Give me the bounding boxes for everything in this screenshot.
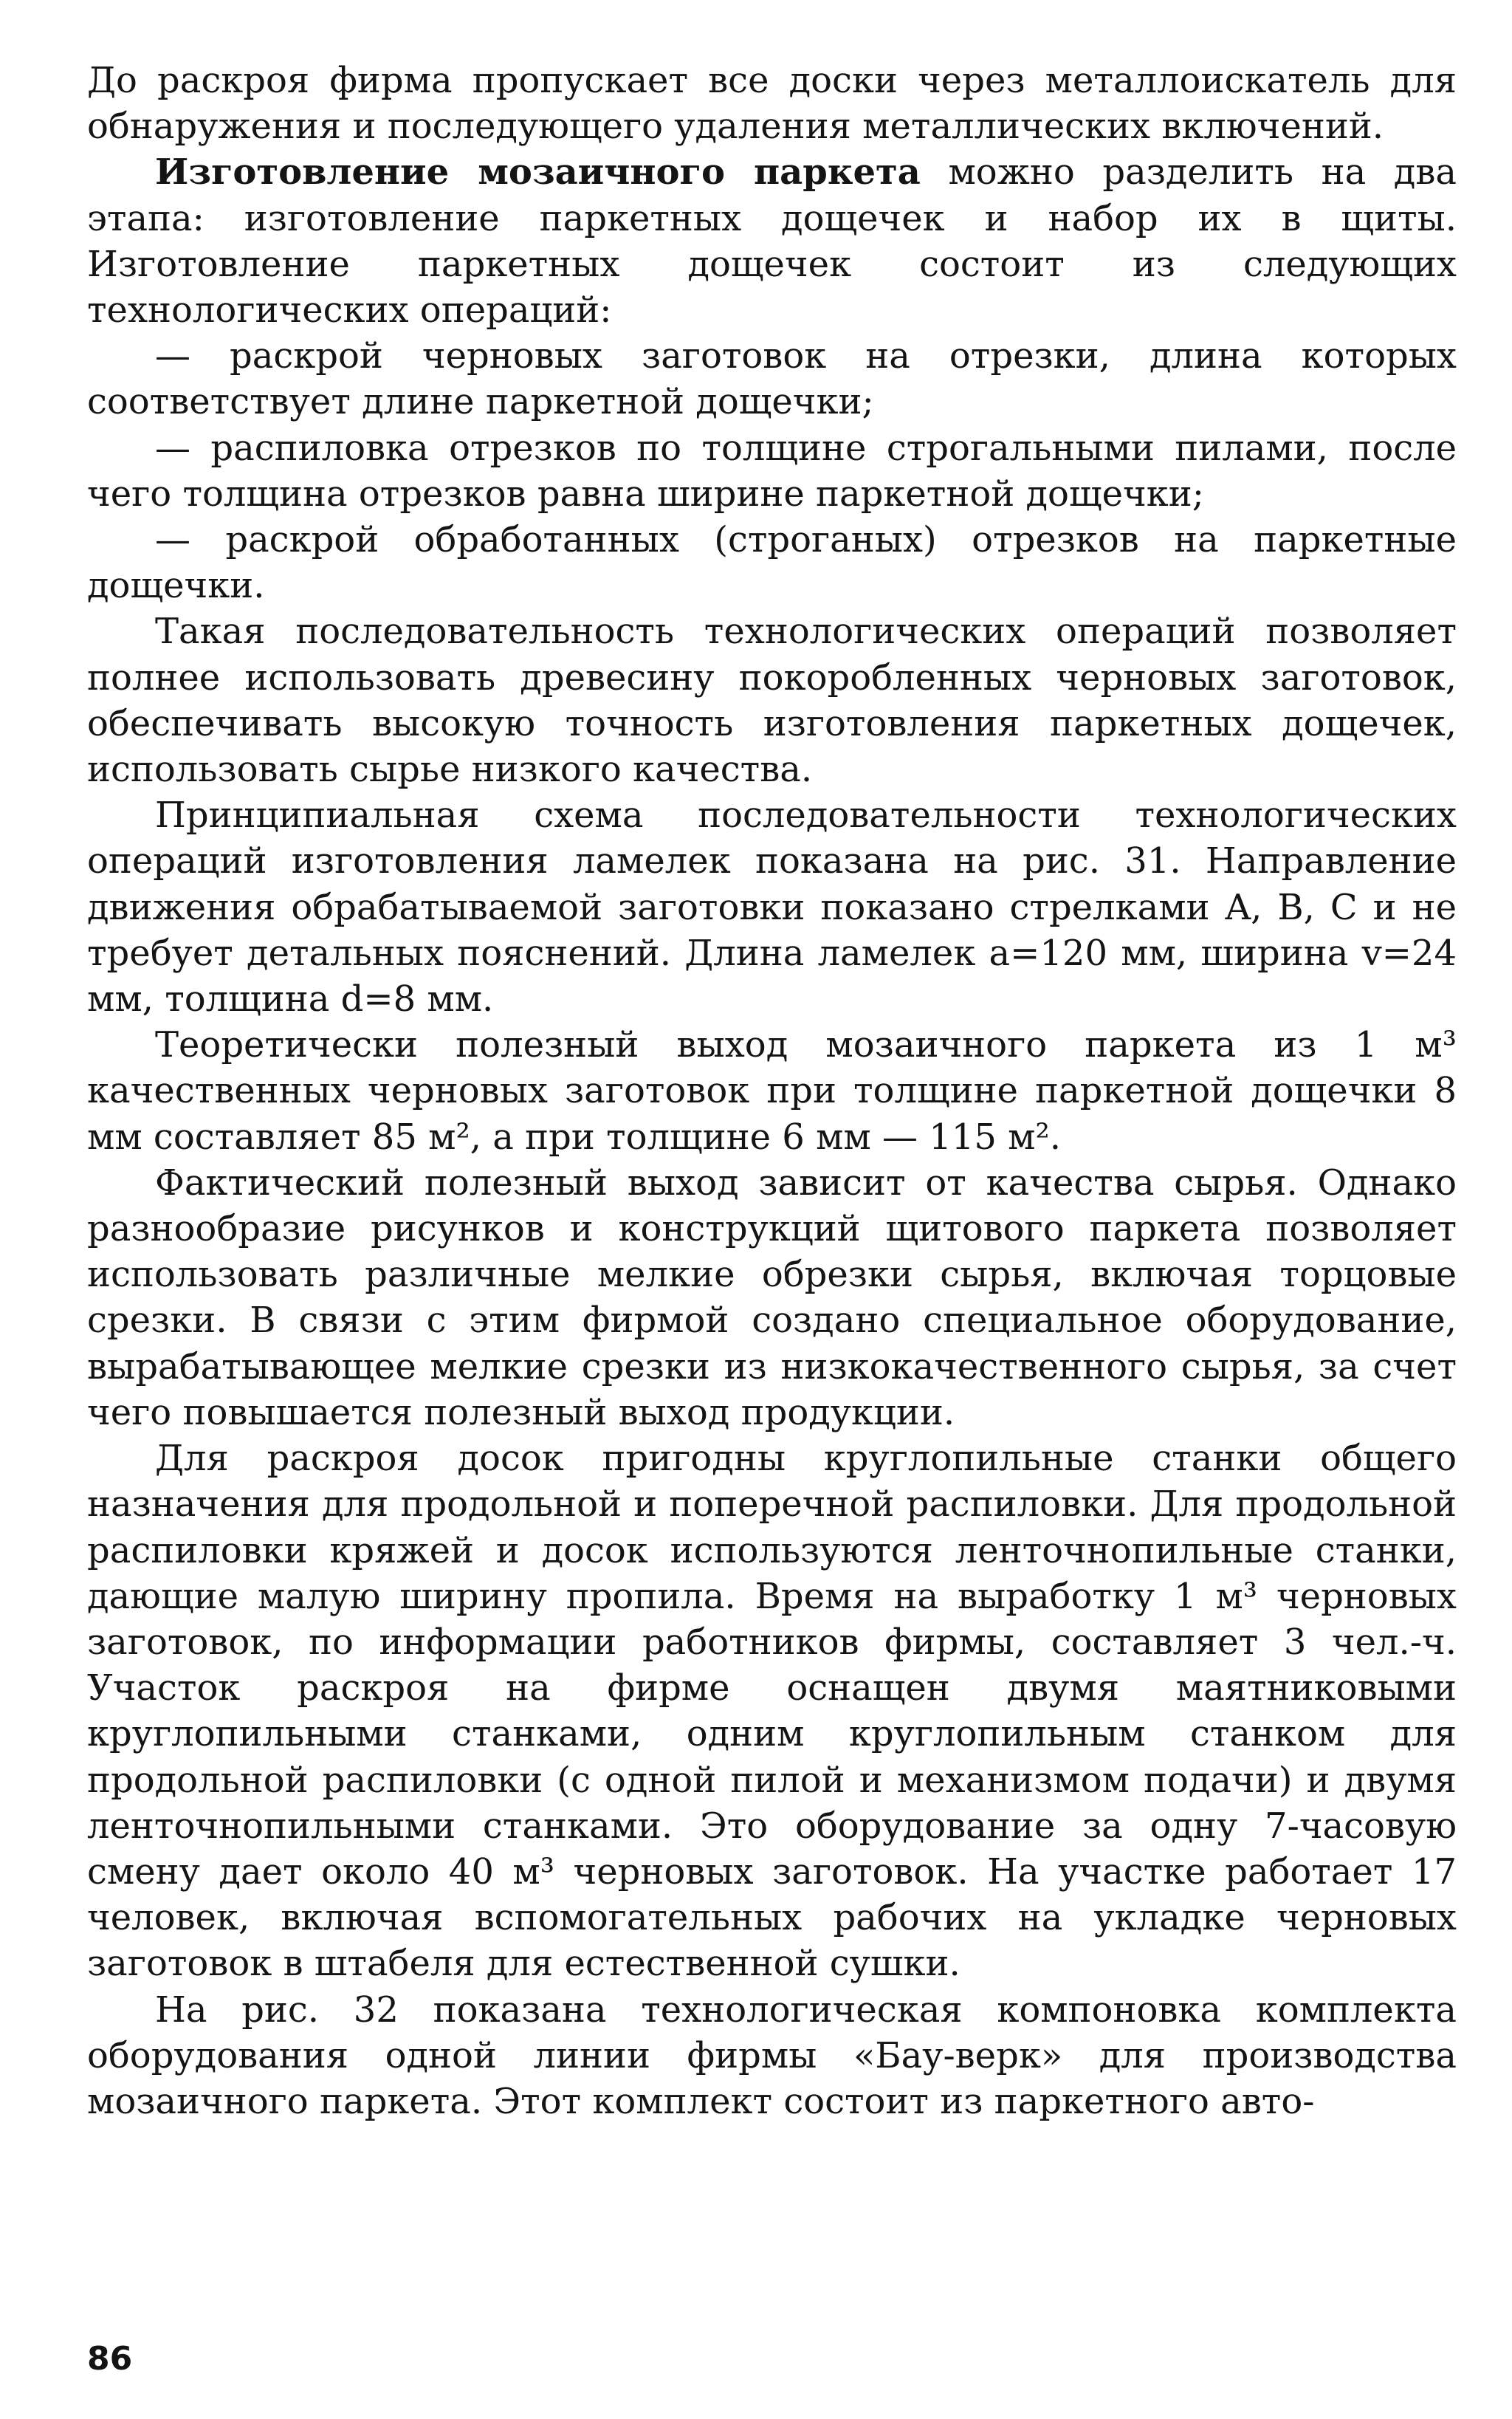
paragraph (87, 1160, 1457, 1435)
paragraph (87, 792, 1457, 1022)
list-item-text: — раскрой черновых заготовок на отрезки, длина которых соответствует длине паркетной дощечки; (87, 335, 1457, 423)
paragraph-text: Для раскроя досок пригодны круглопильные станки общего назначения для продольной и поперечной распиловки. Для продольной распиловки кряжей и досок используются ленточнопильные станки, дающие малую ширину пропила. Время на выработку 1 м³ черновых заготовок, по информации работников фирмы, составляет 3 чел.-ч. Участок раскроя на фирме оснащен двумя маятниковыми круглопильными станками, одним круглопильным станком для продольной распиловки (с одной пилой и механизмом подачи) и двумя ленточнопильными станками. Это оборудование за одну 7-часовую смену дает около 40 м³ черновых заготовок. На участке работает 17 человек, включая вспомогательных рабочих на укладке черновых заготовок в штабеля для естественной сушки. (87, 1438, 1457, 1985)
list-item-text: — распиловка отрезков по толщине строгальными пилами, после чего толщина отрезков равна ширине паркетной дощечки; (87, 427, 1457, 515)
paragraph-lead: Изготовление мозаичного паркета (155, 151, 921, 193)
list-item-text: — раскрой обработанных (строганых) отрезков на паркетные дощечки. (87, 519, 1457, 607)
paragraph-text: Принципиальная схема последовательности технологических операций изготовления ламелек показана на рис. 31. Направление движения обрабатываемой заготовки показано стрелками A, B, C и не требует детальных пояснений. Длина ламелек a=120 мм, ширина v=24 мм, толщина d=8 мм. (87, 795, 1457, 1020)
paragraph (87, 1987, 1457, 2125)
page-number: 86 (87, 2340, 133, 2378)
paragraph-text: Такая последовательность технологических операций позволяет полнее использовать древесину покоробленных черновых заготовок, обеспечивать высокую точность изготовления паркетных дощечек, использовать сырье низкого качества. (87, 611, 1457, 791)
list-item (87, 333, 1457, 425)
paragraph-text: На рис. 32 показана технологическая компоновка комплекта оборудования одной линии фирмы «Бау-верк» для производства мозаичного паркета. Этот комплект состоит из паркетного авто- (87, 1989, 1457, 2122)
paragraph (87, 1022, 1457, 1160)
paragraph (87, 608, 1457, 792)
list-item (87, 425, 1457, 517)
paragraph (87, 58, 1457, 149)
list-item (87, 517, 1457, 608)
paragraph (87, 149, 1457, 333)
paragraph-text: Фактический полезный выход зависит от качества сырья. Однако разнообразие рисунков и конструкций щитового паркета позволяет использовать различные мелкие обрезки сырья, включая торцовые срезки. В связи с этим фирмой создано специальное оборудование, вырабатывающее мелкие срезки из низкокачественного сырья, за счет чего повышается полезный выход продукции. (87, 1162, 1457, 1433)
body-text (87, 58, 1457, 2124)
paragraph-text: До раскроя фирма пропускает все доски через металлоискатель для обнаружения и последующего удаления металлических включений. (87, 60, 1457, 148)
paragraph-text: Теоретически полезный выход мозаичного паркета из 1 м³ качественных черновых заготовок при толщине паркетной дощечки 8 мм составляет 85 м², а при толщине 6 мм — 115 м². (87, 1024, 1457, 1158)
paragraph-text: можно разделить на два этапа: изготовление паркетных дощечек и набор их в щиты. Изготовление паркетных дощечек состоит из следующих технологических операций: (87, 151, 1457, 332)
paragraph (87, 1435, 1457, 1986)
